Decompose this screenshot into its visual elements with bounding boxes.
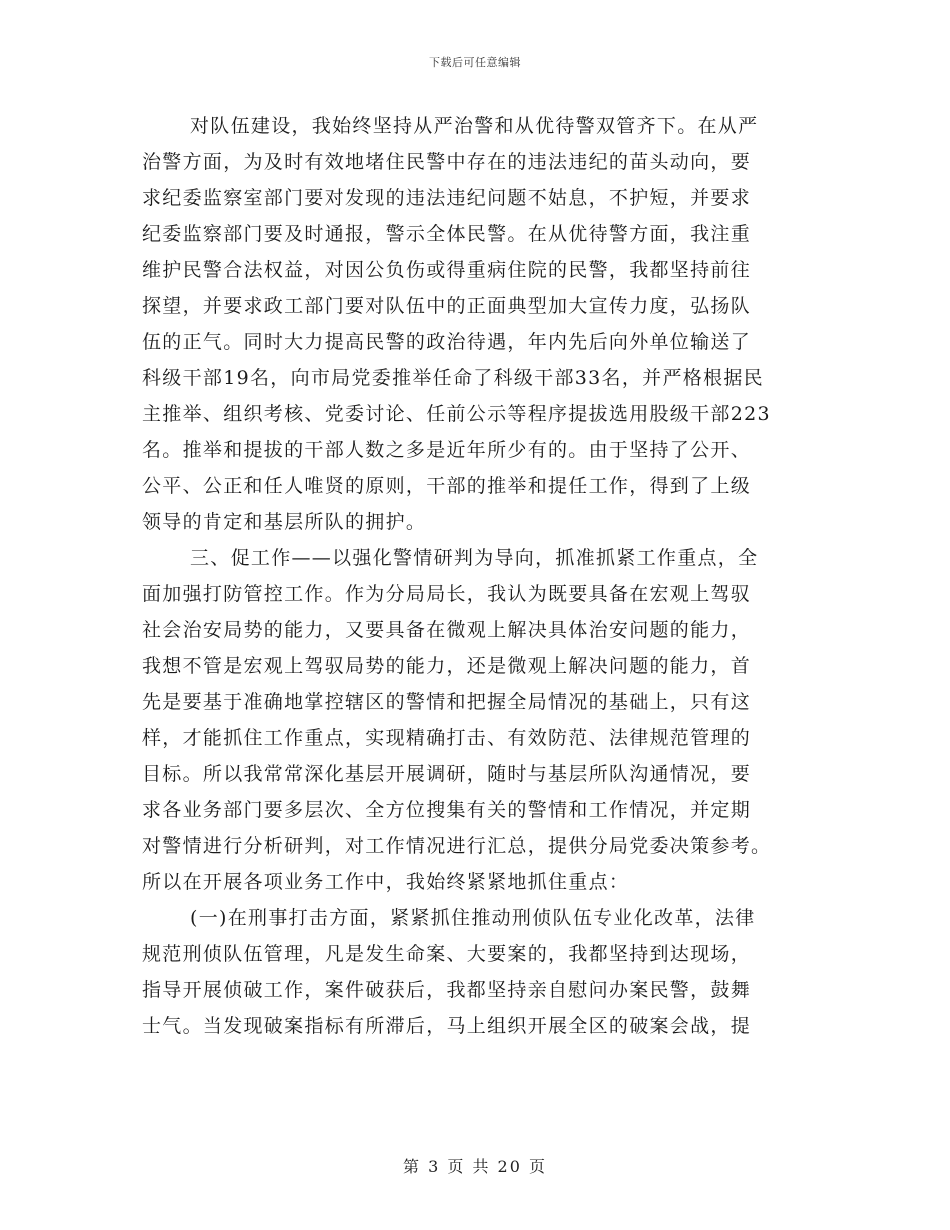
text-line: 纪委监察部门要及时通报，警示全体民警。在从优待警方面，我注重 [142, 223, 752, 245]
text-line: 伍的正气。同时大力提高民警的政治待遇，年内先后向外单位输送了 [142, 331, 752, 353]
text-line: 求纪委监察室部门要对发现的违法违纪问题不姑息，不护短，并要求 [142, 187, 752, 209]
page-header: 下载后可任意编辑 [429, 56, 521, 69]
text-line: 主推举、组织考核、党委讨论、任前公示等程序提拔选用股级干部223 [142, 403, 771, 425]
text-line: 样，才能抓住工作重点，实现精确打击、有效防范、法律规范管理的 [142, 727, 752, 749]
text-line: 治警方面，为及时有效地堵住民警中存在的违法违纪的苗头动向，要 [142, 151, 752, 173]
text-line: 领导的肯定和基层所队的拥护。 [142, 511, 427, 533]
text-line: 规范刑侦队伍管理，凡是发生命案、大要案的，我都坚持到达现场， [142, 943, 752, 965]
text-line: 对警情进行分析研判，对工作情况进行汇总，提供分局党委决策参考。 [142, 835, 772, 857]
text-line: 面加强打防管控工作。作为分局局长，我认为既要具备在宏观上驾驭 [142, 583, 752, 605]
text-line: 求各业务部门要多层次、全方位搜集有关的警情和工作情况，并定期 [142, 799, 752, 821]
text-line: 我想不管是宏观上驾驭局势的能力，还是微观上解决问题的能力，首 [142, 655, 752, 677]
page-footer: 第 3 页 共 20 页 [403, 1157, 547, 1176]
text-line: 士气。当发现破案指标有所滞后，马上组织开展全区的破案会战，提 [142, 1015, 752, 1037]
text-line: 三、促工作——以强化警情研判为导向，抓准抓紧工作重点，全 [190, 547, 759, 569]
text-line: 科级干部19名，向市局党委推举任命了科级干部33名，并严格根据民 [142, 367, 764, 389]
text-line: (一)在刑事打击方面，紧紧抓住推动刑侦队伍专业化改革，法律 [190, 907, 756, 929]
text-line: 对队伍建设，我始终坚持从严治警和从优待警双管齐下。在从严 [190, 115, 759, 137]
text-line: 所以在开展各项业务工作中，我始终紧紧地抓住重点： [142, 871, 630, 893]
text-line: 先是要基于准确地掌控辖区的警情和把握全局情况的基础上，只有这 [142, 691, 752, 713]
text-line: 公平、公正和任人唯贤的原则，干部的推举和提任工作，得到了上级 [142, 475, 752, 497]
text-line: 指导开展侦破工作，案件破获后，我都坚持亲自慰问办案民警，鼓舞 [142, 979, 752, 1001]
text-line: 名。推举和提拔的干部人数之多是近年所少有的。由于坚持了公开、 [142, 439, 752, 461]
text-line: 社会治安局势的能力，又要具备在微观上解决具体治安问题的能力， [142, 619, 752, 641]
text-line: 探望，并要求政工部门要对队伍中的正面典型加大宣传力度，弘扬队 [142, 295, 752, 317]
text-line: 目标。所以我常常深化基层开展调研，随时与基层所队沟通情况，要 [142, 763, 752, 785]
text-line: 维护民警合法权益，对因公负伤或得重病住院的民警，我都坚持前往 [142, 259, 752, 281]
